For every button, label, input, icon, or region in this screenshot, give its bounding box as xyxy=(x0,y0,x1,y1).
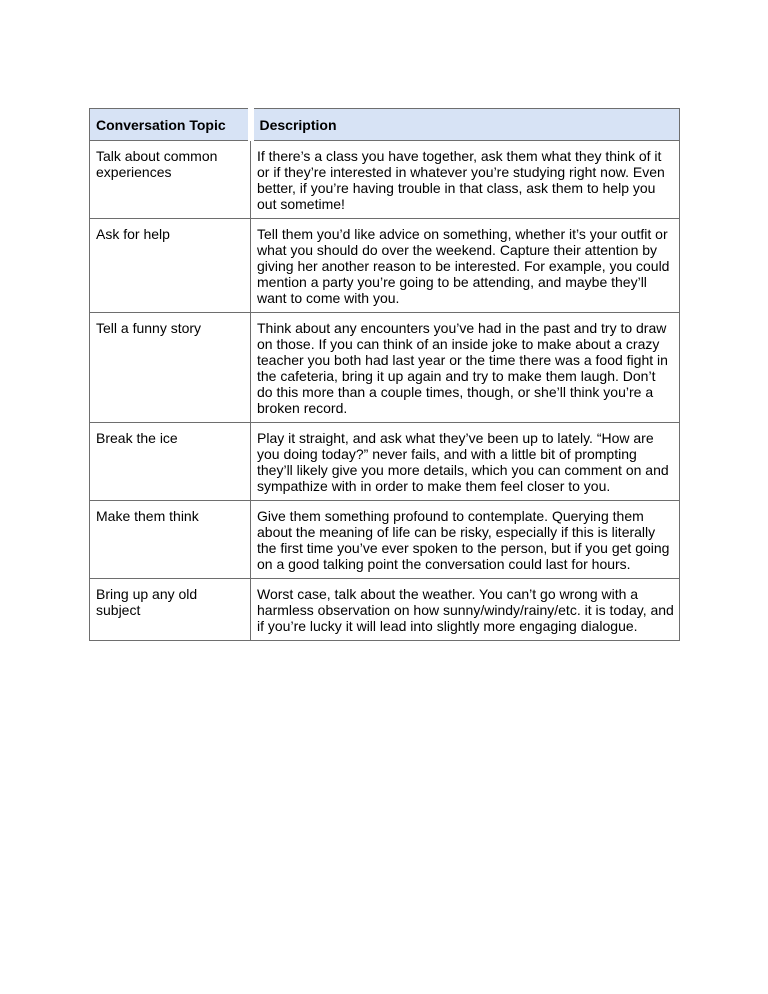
description-cell: Worst case, talk about the weather. You can’t go wrong with a harmless observation on how sunny/windy/rainy/etc. it is today, and if you’re lucky it will lead into slightly more engaging dialogue. xyxy=(251,579,680,641)
header-row xyxy=(90,109,680,141)
description-cell: Think about any encounters you’ve had in the past and try to draw on those. If you can think of an inside joke to make about a crazy teacher you both had last year or the time there was a food fight in the cafeteria, bring it up again and try to make them laugh. Don’t do this more than a couple times, though, or she’ll think you’re a broken record. xyxy=(251,313,680,423)
topic-cell: Make them think xyxy=(90,501,251,579)
conversation-topics-table xyxy=(89,108,680,641)
table-row xyxy=(90,579,680,641)
table-row xyxy=(90,313,680,423)
table-row xyxy=(90,141,680,219)
topic-cell: Tell a funny story xyxy=(90,313,251,423)
description-cell: If there’s a class you have together, ask them what they think of it or if they’re interested in whatever you’re studying right now. Even better, if you’re having trouble in that class, ask them to help you out sometime! xyxy=(251,141,680,219)
table-body xyxy=(90,141,680,641)
description-cell: Play it straight, and ask what they’ve been up to lately. “How are you doing today?” never fails, and with a little bit of prompting they’ll likely give you more details, which you can comment on and sympathize with in order to make them feel closer to you. xyxy=(251,423,680,501)
table-row xyxy=(90,423,680,501)
header-conversation-topic: Conversation Topic xyxy=(90,109,251,141)
topic-cell: Talk about common experiences xyxy=(90,141,251,219)
topic-cell: Break the ice xyxy=(90,423,251,501)
description-cell: Give them something profound to contemplate. Querying them about the meaning of life can be risky, especially if this is literally the first time you’ve ever spoken to the person, but if you get going on a good talking point the conversation could last for hours. xyxy=(251,501,680,579)
table-row xyxy=(90,501,680,579)
description-cell: Tell them you’d like advice on something, whether it’s your outfit or what you should do over the weekend. Capture their attention by giving her another reason to be interested. For example, you could mention a party you’re going to be attending, and maybe they’ll want to come with you. xyxy=(251,219,680,313)
topic-cell: Bring up any old subject xyxy=(90,579,251,641)
table-row xyxy=(90,219,680,313)
header-description: Description xyxy=(251,109,680,141)
topic-cell: Ask for help xyxy=(90,219,251,313)
table-header xyxy=(90,109,680,141)
